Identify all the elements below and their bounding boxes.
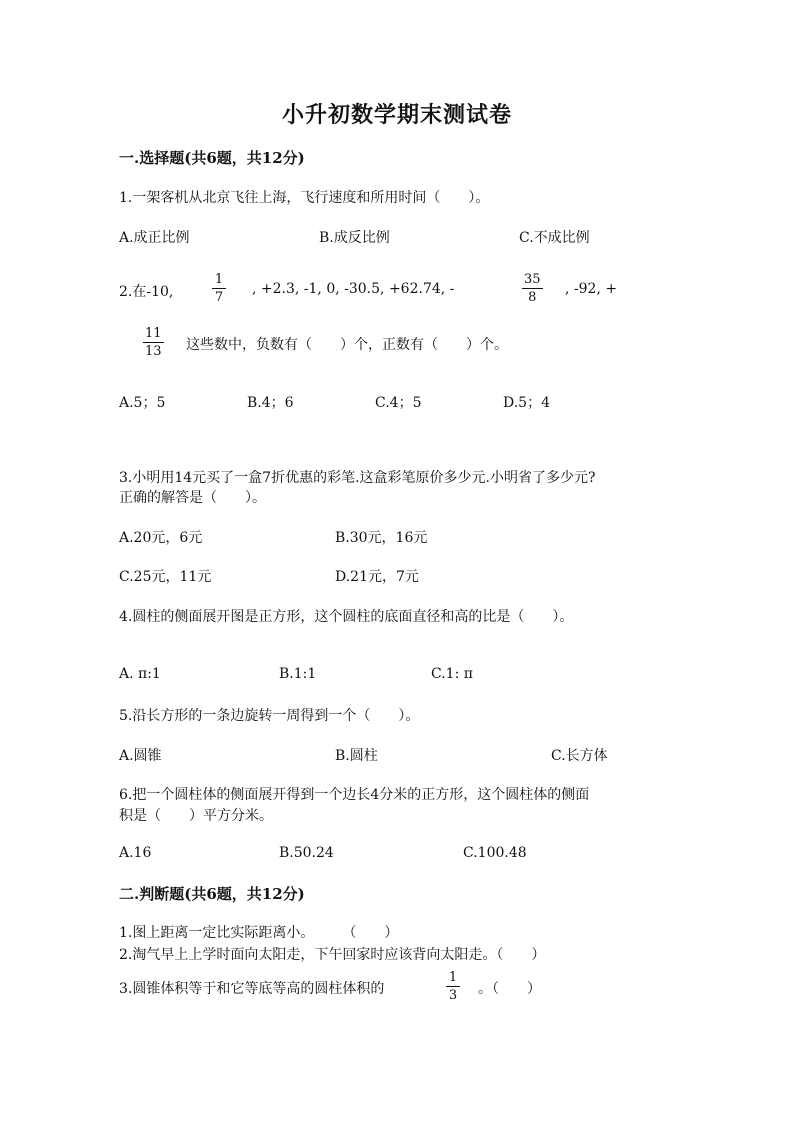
question-5-text: 5.沿长方形的一条边旋转一周得到一个（ ）。	[119, 708, 420, 724]
fraction-denominator: 7	[214, 290, 224, 305]
question-2-part4: 这些数中，负数有（ ）个，正数有（ ）个。	[186, 337, 508, 353]
fraction-11-13	[143, 326, 164, 359]
q2-option-d: D.5；4	[503, 395, 550, 411]
judgment-3-part1: 3.圆锥体积等于和它等底等高的圆柱体积的	[119, 981, 385, 997]
judgment-1-text: 1.图上距离一定比实际距离小。 （ ）	[119, 925, 399, 941]
fraction-denominator: 13	[145, 344, 162, 359]
q3-option-b: B.30元，16元	[335, 530, 428, 546]
page-title: 小升初数学期末测试卷	[281, 102, 512, 128]
section-heading-choice: 一.选择题(共6题，共12分)	[119, 149, 305, 167]
q3-option-c: C.25元，11元	[119, 569, 212, 585]
fraction-bar	[522, 288, 543, 289]
fraction-numerator: 1	[214, 272, 224, 287]
q1-option-c: C.不成比例	[519, 230, 590, 246]
q2-option-b: B.4；6	[247, 395, 294, 411]
q5-option-a: A.圆锥	[119, 748, 162, 764]
fraction-numerator: 35	[524, 272, 541, 287]
q4-option-c: C.1: π	[431, 666, 473, 682]
fraction-numerator: 11	[145, 326, 162, 341]
q2-option-a: A.5；5	[119, 395, 166, 411]
q1-option-a: A.成正比例	[119, 230, 190, 246]
q2-option-c: C.4；5	[375, 395, 422, 411]
fraction-1-3	[446, 970, 460, 1003]
q4-option-a: A. π:1	[119, 666, 161, 682]
q3-option-a: A.20元，6元	[119, 530, 203, 546]
section-heading-judgment: 二.判断题(共6题，共12分)	[119, 885, 305, 903]
fraction-denominator: 3	[448, 988, 458, 1003]
fraction-denominator: 8	[528, 290, 537, 305]
q5-option-b: B.圆柱	[335, 748, 378, 764]
question-1-text: 1.一架客机从北京飞往上海，飞行速度和所用时间（ ）。	[119, 190, 490, 206]
judgment-2-text: 2.淘气早上上学时面向太阳走，下午回家时应该背向太阳走。（ ）	[119, 947, 546, 963]
q3-option-d: D.21元，7元	[335, 569, 419, 585]
fraction-1-7	[212, 272, 226, 305]
question-6-line2: 积是（ ）平方分米。	[119, 808, 273, 824]
fraction-35-8	[522, 272, 543, 305]
q6-option-a: A.16	[119, 845, 152, 861]
q5-option-c: C.长方体	[551, 748, 608, 764]
question-3-line1: 3.小明用14元买了一盒7折优惠的彩笔.这盒彩笔原价多少元.小明省了多少元?	[119, 470, 596, 486]
fraction-bar	[446, 986, 460, 987]
question-3-line2: 正确的解答是（ ）。	[119, 490, 266, 506]
q6-option-b: B.50.24	[279, 845, 334, 861]
fraction-bar	[143, 342, 164, 343]
question-2-part1: 2.在-10,	[119, 284, 174, 300]
question-4-text: 4.圆柱的侧面展开图是正方形，这个圆柱的底面直径和高的比是（ ）。	[119, 609, 574, 625]
fraction-numerator: 1	[448, 970, 458, 985]
q4-option-b: B.1:1	[279, 666, 317, 682]
question-2-part3: , -92, +	[565, 281, 618, 297]
judgment-3-part2: 。（ ）	[478, 981, 541, 997]
fraction-bar	[212, 288, 226, 289]
q6-option-c: C.100.48	[463, 845, 527, 861]
question-2-part2: , +2.3, -1, 0, -30.5, +62.74, -	[252, 281, 455, 297]
q1-option-b: B.成反比例	[319, 230, 390, 246]
question-6-line1: 6.把一个圆柱体的侧面展开得到一个边长4分米的正方形，这个圆柱体的侧面	[119, 787, 590, 803]
